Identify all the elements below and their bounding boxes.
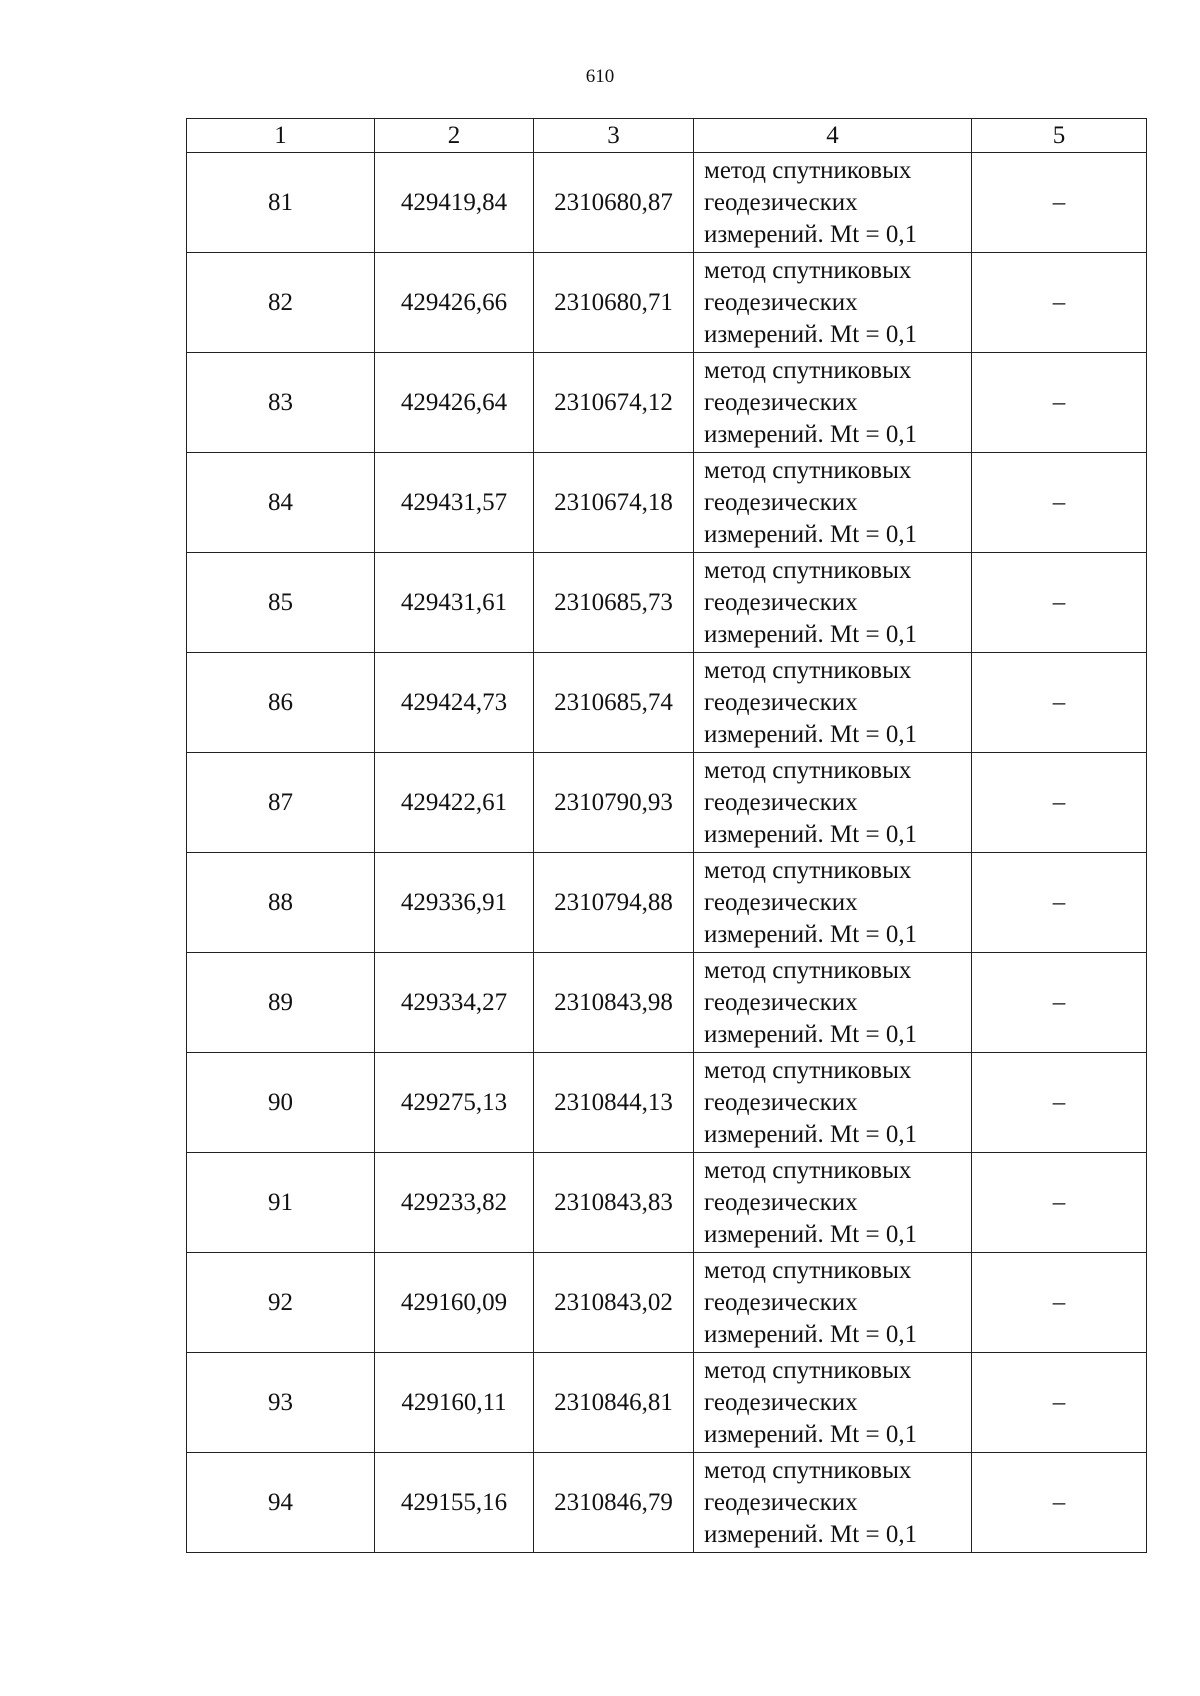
point-number-cell: 82 bbox=[187, 253, 375, 353]
description-dash-cell: – bbox=[972, 1153, 1147, 1253]
method-line: геодезических bbox=[704, 388, 858, 416]
description-dash-cell: – bbox=[972, 253, 1147, 353]
method-line: геодезических bbox=[704, 1088, 858, 1116]
point-number-cell: 81 bbox=[187, 153, 375, 253]
method-line: геодезических bbox=[704, 788, 858, 816]
method-cell bbox=[694, 1053, 972, 1153]
method-line: измерений. Mt = 0,1 bbox=[704, 1520, 918, 1548]
method-line: измерений. Mt = 0,1 bbox=[704, 1120, 918, 1148]
x-coordinate-cell: 429275,13 bbox=[375, 1053, 534, 1153]
method-line: измерений. Mt = 0,1 bbox=[704, 920, 918, 948]
method-cell bbox=[694, 553, 972, 653]
method-line: измерений. Mt = 0,1 bbox=[704, 1220, 918, 1248]
method-cell bbox=[694, 153, 972, 253]
point-number-cell: 84 bbox=[187, 453, 375, 553]
method-line: метод спутниковых bbox=[704, 956, 912, 984]
x-coordinate-cell: 429431,61 bbox=[375, 553, 534, 653]
method-line: измерений. Mt = 0,1 bbox=[704, 820, 918, 848]
description-dash-cell: – bbox=[972, 953, 1147, 1053]
header-cell-2: 2 bbox=[375, 119, 534, 153]
table-row bbox=[187, 353, 1147, 453]
table-row bbox=[187, 1053, 1147, 1153]
method-line: метод спутниковых bbox=[704, 1256, 912, 1284]
x-coordinate-cell: 429334,27 bbox=[375, 953, 534, 1053]
method-line: геодезических bbox=[704, 1188, 858, 1216]
y-coordinate-cell: 2310843,98 bbox=[534, 953, 694, 1053]
method-line: измерений. Mt = 0,1 bbox=[704, 1320, 918, 1348]
y-coordinate-cell: 2310843,83 bbox=[534, 1153, 694, 1253]
table-row bbox=[187, 753, 1147, 853]
table-row bbox=[187, 153, 1147, 253]
y-coordinate-cell: 2310846,81 bbox=[534, 1353, 694, 1453]
method-line: геодезических bbox=[704, 1388, 858, 1416]
method-line: измерений. Mt = 0,1 bbox=[704, 720, 918, 748]
point-number-cell: 91 bbox=[187, 1153, 375, 1253]
point-number-cell: 92 bbox=[187, 1253, 375, 1353]
table-row bbox=[187, 453, 1147, 553]
method-cell bbox=[694, 1453, 972, 1553]
x-coordinate-cell: 429422,61 bbox=[375, 753, 534, 853]
table-body bbox=[187, 153, 1147, 1553]
x-coordinate-cell: 429426,66 bbox=[375, 253, 534, 353]
table-row bbox=[187, 253, 1147, 353]
point-number-cell: 88 bbox=[187, 853, 375, 953]
point-number-cell: 94 bbox=[187, 1453, 375, 1553]
x-coordinate-cell: 429160,11 bbox=[375, 1353, 534, 1453]
method-line: измерений. Mt = 0,1 bbox=[704, 420, 918, 448]
description-dash-cell: – bbox=[972, 453, 1147, 553]
method-line: измерений. Mt = 0,1 bbox=[704, 520, 918, 548]
table-row bbox=[187, 853, 1147, 953]
table-row bbox=[187, 553, 1147, 653]
method-line: геодезических bbox=[704, 888, 858, 916]
method-line: геодезических bbox=[704, 588, 858, 616]
method-cell bbox=[694, 453, 972, 553]
method-line: метод спутниковых bbox=[704, 656, 912, 684]
y-coordinate-cell: 2310680,71 bbox=[534, 253, 694, 353]
method-line: геодезических bbox=[704, 288, 858, 316]
header-cell-5: 5 bbox=[972, 119, 1147, 153]
method-cell bbox=[694, 1353, 972, 1453]
method-line: метод спутниковых bbox=[704, 856, 912, 884]
description-dash-cell: – bbox=[972, 1253, 1147, 1353]
table-row bbox=[187, 1453, 1147, 1553]
method-line: измерений. Mt = 0,1 bbox=[704, 620, 918, 648]
description-dash-cell: – bbox=[972, 153, 1147, 253]
description-dash-cell: – bbox=[972, 553, 1147, 653]
y-coordinate-cell: 2310790,93 bbox=[534, 753, 694, 853]
method-line: метод спутниковых bbox=[704, 1456, 912, 1484]
method-line: геодезических bbox=[704, 688, 858, 716]
method-line: метод спутниковых bbox=[704, 556, 912, 584]
method-line: измерений. Mt = 0,1 bbox=[704, 1420, 918, 1448]
x-coordinate-cell: 429419,84 bbox=[375, 153, 534, 253]
method-cell bbox=[694, 753, 972, 853]
coordinates-table bbox=[186, 118, 1147, 1553]
point-number-cell: 89 bbox=[187, 953, 375, 1053]
method-line: измерений. Mt = 0,1 bbox=[704, 320, 918, 348]
x-coordinate-cell: 429155,16 bbox=[375, 1453, 534, 1553]
method-line: геодезических bbox=[704, 188, 858, 216]
point-number-cell: 85 bbox=[187, 553, 375, 653]
header-cell-4: 4 bbox=[694, 119, 972, 153]
y-coordinate-cell: 2310674,12 bbox=[534, 353, 694, 453]
table-row bbox=[187, 1253, 1147, 1353]
method-line: метод спутниковых bbox=[704, 356, 912, 384]
method-cell bbox=[694, 353, 972, 453]
x-coordinate-cell: 429336,91 bbox=[375, 853, 534, 953]
y-coordinate-cell: 2310846,79 bbox=[534, 1453, 694, 1553]
method-line: геодезических bbox=[704, 488, 858, 516]
description-dash-cell: – bbox=[972, 1353, 1147, 1453]
method-line: измерений. Mt = 0,1 bbox=[704, 220, 918, 248]
method-line: измерений. Mt = 0,1 bbox=[704, 1020, 918, 1048]
y-coordinate-cell: 2310685,73 bbox=[534, 553, 694, 653]
description-dash-cell: – bbox=[972, 853, 1147, 953]
method-cell bbox=[694, 653, 972, 753]
method-line: метод спутниковых bbox=[704, 456, 912, 484]
method-cell bbox=[694, 953, 972, 1053]
method-cell bbox=[694, 853, 972, 953]
y-coordinate-cell: 2310680,87 bbox=[534, 153, 694, 253]
method-cell bbox=[694, 253, 972, 353]
x-coordinate-cell: 429426,64 bbox=[375, 353, 534, 453]
x-coordinate-cell: 429431,57 bbox=[375, 453, 534, 553]
x-coordinate-cell: 429424,73 bbox=[375, 653, 534, 753]
x-coordinate-cell: 429233,82 bbox=[375, 1153, 534, 1253]
y-coordinate-cell: 2310685,74 bbox=[534, 653, 694, 753]
description-dash-cell: – bbox=[972, 353, 1147, 453]
description-dash-cell: – bbox=[972, 753, 1147, 853]
point-number-cell: 93 bbox=[187, 1353, 375, 1453]
method-cell bbox=[694, 1253, 972, 1353]
point-number-cell: 87 bbox=[187, 753, 375, 853]
method-line: геодезических bbox=[704, 1288, 858, 1316]
description-dash-cell: – bbox=[972, 1053, 1147, 1153]
method-line: метод спутниковых bbox=[704, 156, 912, 184]
y-coordinate-cell: 2310843,02 bbox=[534, 1253, 694, 1353]
table-row bbox=[187, 1353, 1147, 1453]
method-cell bbox=[694, 1153, 972, 1253]
method-line: метод спутниковых bbox=[704, 1056, 912, 1084]
method-line: геодезических bbox=[704, 988, 858, 1016]
table-row bbox=[187, 953, 1147, 1053]
description-dash-cell: – bbox=[972, 1453, 1147, 1553]
description-dash-cell: – bbox=[972, 653, 1147, 753]
x-coordinate-cell: 429160,09 bbox=[375, 1253, 534, 1353]
y-coordinate-cell: 2310674,18 bbox=[534, 453, 694, 553]
point-number-cell: 90 bbox=[187, 1053, 375, 1153]
method-line: метод спутниковых bbox=[704, 256, 912, 284]
table-row bbox=[187, 1153, 1147, 1253]
y-coordinate-cell: 2310794,88 bbox=[534, 853, 694, 953]
header-cell-1: 1 bbox=[187, 119, 375, 153]
point-number-cell: 86 bbox=[187, 653, 375, 753]
method-line: метод спутниковых bbox=[704, 756, 912, 784]
method-line: метод спутниковых bbox=[704, 1156, 912, 1184]
point-number-cell: 83 bbox=[187, 353, 375, 453]
table-row bbox=[187, 653, 1147, 753]
header-cell-3: 3 bbox=[534, 119, 694, 153]
page-number: 610 bbox=[585, 66, 615, 87]
header-row bbox=[187, 119, 1147, 153]
y-coordinate-cell: 2310844,13 bbox=[534, 1053, 694, 1153]
method-line: метод спутниковых bbox=[704, 1356, 912, 1384]
method-line: геодезических bbox=[704, 1488, 858, 1516]
